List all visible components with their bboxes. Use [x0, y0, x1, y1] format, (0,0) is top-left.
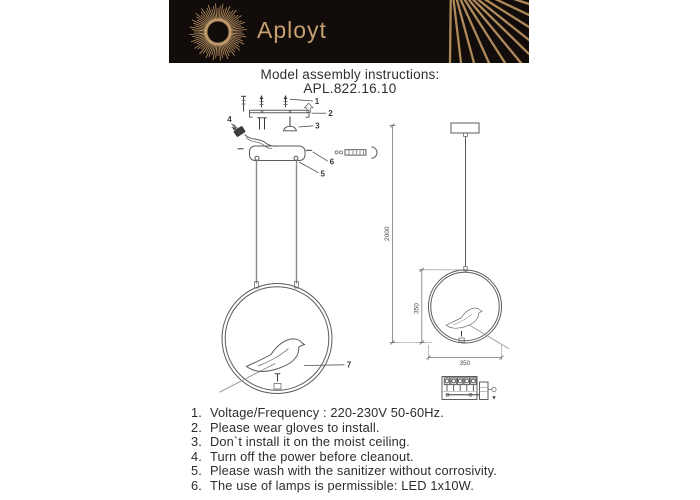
part-label-6: 6 [329, 157, 335, 167]
power-wire [232, 96, 277, 148]
dimension-ring-width [427, 345, 504, 361]
instruction-item [191, 479, 497, 494]
part-label-5: 5 [320, 169, 325, 179]
perch-rod-small [470, 326, 509, 349]
instruction-text: Voltage/Frequency : 220-230V 50-60Hz. [210, 405, 444, 420]
sheet-title: Model assembly instructions: [260, 67, 440, 82]
pendant-dimension-view [384, 123, 509, 367]
ceiling-canopy [238, 146, 312, 161]
instruction-number: 5. [191, 463, 202, 479]
instruction-item [191, 464, 497, 479]
instruction-text: The use of lamps is permissible: LED 1x10W. [210, 477, 474, 493]
ring-inner-small [431, 272, 499, 340]
brand-wordmark: Aployt [257, 17, 327, 43]
instruction-number: 4. [191, 448, 202, 464]
part-label-3: 3 [315, 121, 320, 131]
instruction-item [191, 435, 497, 450]
dome-nut [283, 117, 297, 131]
screw-clip-set [335, 147, 377, 158]
instruction-text: Please wear gloves to install. [210, 419, 380, 435]
part-label-4: 4 [227, 114, 232, 124]
ring-outer-small [429, 270, 502, 343]
bird-mount-screw [274, 374, 281, 389]
model-number: APL.822.16.10 [303, 81, 397, 96]
instruction-text: Turn off the power before cleanout. [210, 448, 414, 464]
bird-figure [247, 339, 305, 372]
instruction-item [191, 450, 497, 465]
terminal-block-detail [442, 377, 496, 400]
bird-figure-small [446, 308, 482, 328]
ground-terminal [492, 387, 496, 391]
instruction-text: Please wash with the sanitizer without corrosivity. [210, 463, 497, 479]
dimension-label-350-h: 350 [459, 360, 471, 367]
dimension-label-350-v: 350 [413, 303, 421, 314]
dimension-label-2000: 2000 [384, 226, 391, 241]
instruction-number: 1. [191, 405, 202, 420]
instruction-number: 3. [191, 434, 202, 450]
instruction-number: 2. [191, 419, 202, 435]
part-label-7: 7 [346, 360, 352, 370]
instruction-item [191, 421, 497, 436]
instruction-text: Don`t install it on the moist ceiling. [210, 434, 410, 450]
terminal-screws [444, 378, 476, 391]
instruction-list [191, 406, 497, 494]
pendant-front-view [220, 161, 332, 394]
assembly-exploded-view [232, 95, 377, 161]
wall-anchor-icon [259, 95, 287, 107]
instruction-number: 6. [191, 477, 202, 493]
canopy-side [451, 123, 479, 133]
mounting-bracket [250, 110, 310, 117]
part-label-2: 2 [328, 109, 333, 119]
bracket-screws [257, 118, 266, 130]
instruction-item [191, 406, 497, 421]
part-label-1: 1 [314, 96, 320, 106]
